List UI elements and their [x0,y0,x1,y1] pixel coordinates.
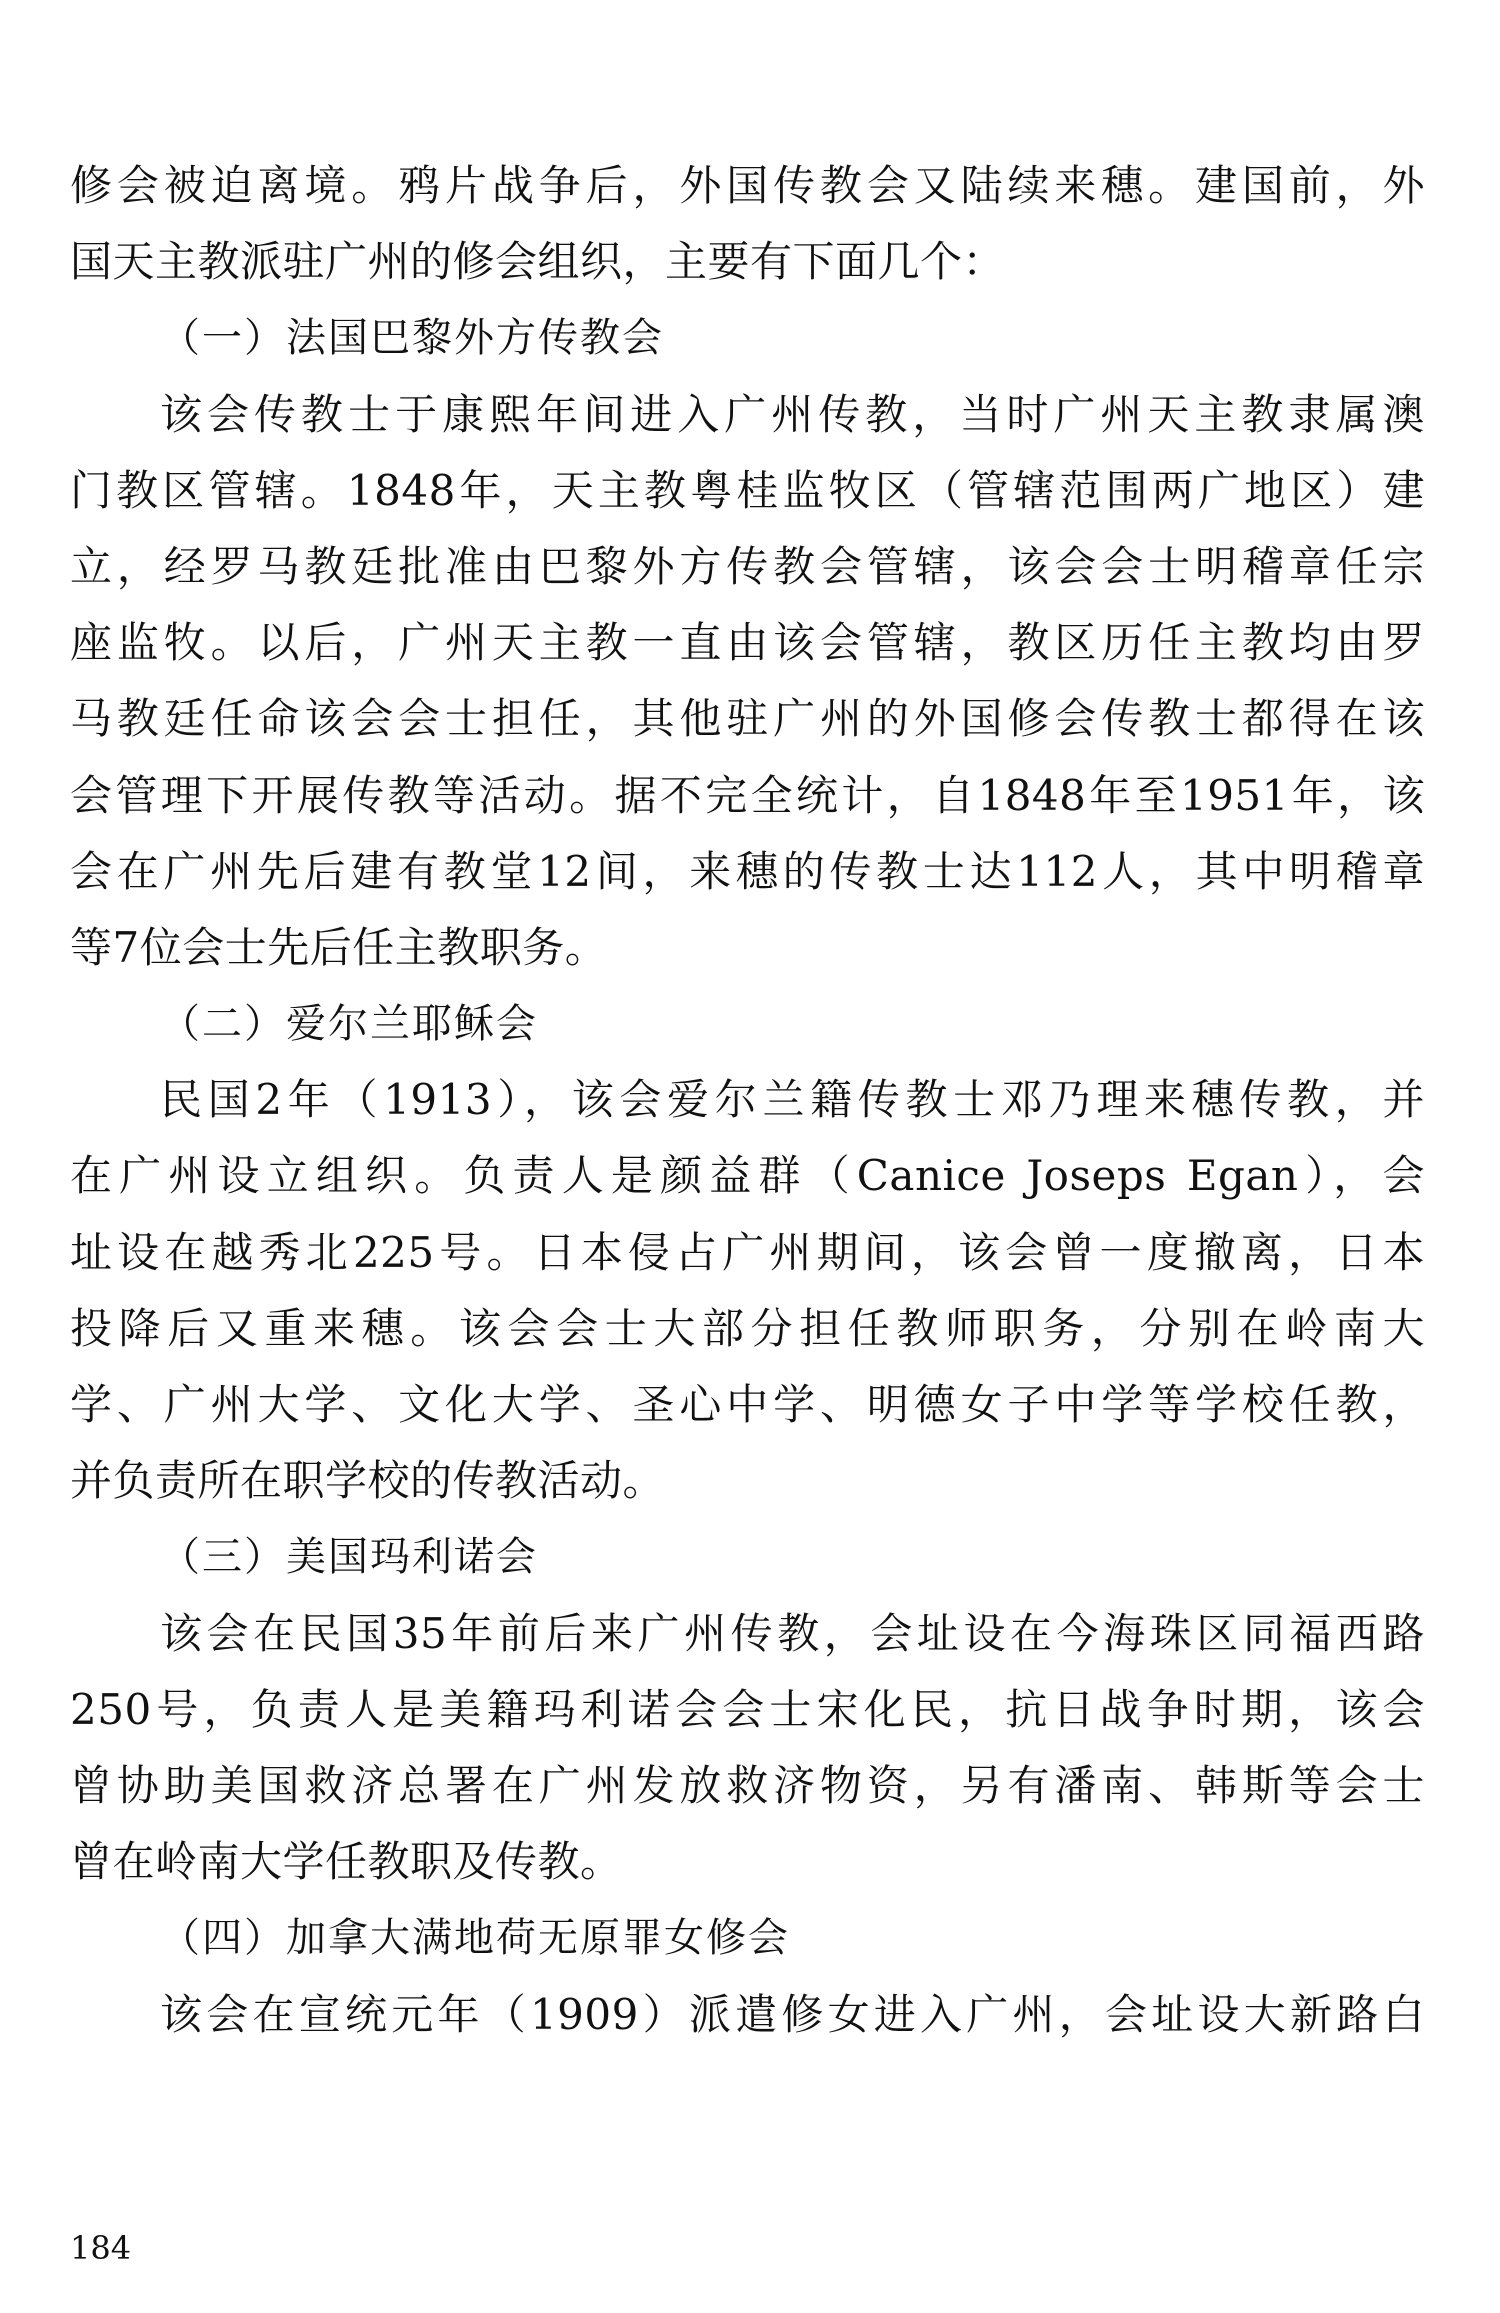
paragraph-line: 修会被迫离境。鸦片战争后，外国传教会又陆续来穗。建国前，外 [70,161,1425,210]
paragraph-line: 国天主教派驻广州的修会组织，主要有下面几个： [70,237,1006,287]
paragraph-line: 学、广州大学、文化大学、圣心中学、明德女子中学等学校任教， [70,1380,1425,1429]
paragraph-line: 曾协助美国救济总署在广州发放救济物资，另有潘南、韩斯等会士 [70,1760,1425,1810]
paragraph-line: 该会在宣统元年（1909）派遣修女进入广州，会址设大新路白 [160,1989,1425,2039]
paragraph-line: 立，经罗马教廷批准由巴黎外方传教会管辖，该会会士明稽章任宗 [70,541,1425,591]
paragraph-line: 会管理下开展传教等活动。据不完全统计，自1848年至1951年，该 [70,770,1425,820]
section-heading: （三）美国玛利诺会 [160,1534,538,1581]
paragraph-line: 该会在民国35年前后来广州传教，会址设在今海珠区同福西路 [160,1608,1425,1658]
paragraph-line: 民国2年（1913），该会爱尔兰籍传教士邓乃理来穗传教，并 [160,1075,1425,1125]
paragraph-line: 该会传教士于康熙年间进入广州传教，当时广州天主教隶属澳 [160,389,1425,439]
section-heading: （四）加拿大满地荷无原罪女修会 [160,1915,790,1962]
paragraph-line: 会在广州先后建有教堂12间，来穗的传教士达112人，其中明稽章 [70,846,1425,896]
paragraph-line: 并负责所在职学校的传教活动。 [70,1456,666,1506]
paragraph-line: 等7位会士先后任主教职务。 [70,922,608,972]
paragraph-line: 投降后又重来穗。该会会士大部分担任教师职务，分别在岭南大 [70,1303,1425,1353]
paragraph-line: 曾在岭南大学任教职及传教。 [70,1837,623,1887]
body-text [70,148,1425,2053]
section-heading: （一）法国巴黎外方传教会 [160,315,664,362]
paragraph-line: 座监牧。以后，广州天主教一直由该会管辖，教区历任主教均由罗 [70,618,1425,668]
paragraph-line: 马教廷任命该会会士担任，其他驻广州的外国修会传教士都得在该 [70,694,1425,744]
paragraph-line: 址设在越秀北225号。日本侵占广州期间，该会曾一度撤离，日本 [70,1227,1425,1277]
paragraph-line: 250号，负责人是美籍玛利诺会会士宋化民，抗日战争时期，该会 [70,1684,1425,1734]
paragraph-line: 门教区管辖。1848年，天主教粤桂监牧区（管辖范围两广地区）建 [70,465,1425,515]
section-heading: （二）爱尔兰耶稣会 [160,1001,538,1048]
paragraph-line: 在广州设立组织。负责人是颜益群（Canice Joseps Egan），会 [70,1151,1425,1201]
page-number: 184 [70,2229,132,2267]
